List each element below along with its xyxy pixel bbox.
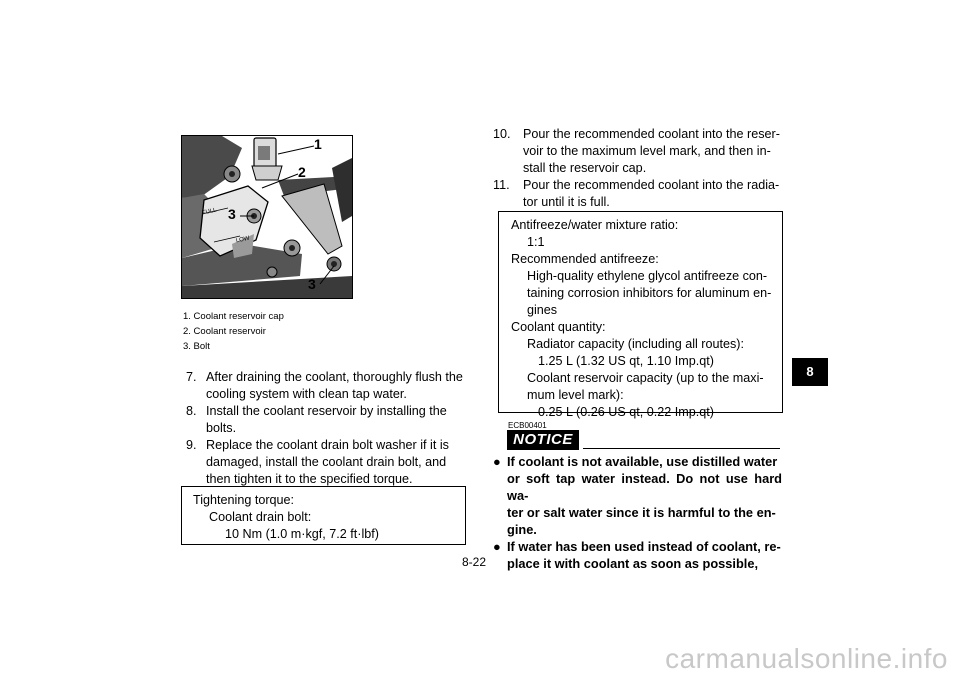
spec-subheading: Coolant reservoir capacity (up to the maxi- [527, 371, 764, 385]
torque-spec-box [181, 486, 466, 545]
chapter-tab: 8 [792, 358, 828, 386]
notice-code: ECB00401 [508, 421, 547, 430]
step-8 [186, 403, 466, 437]
step-number: 7. [186, 370, 197, 384]
coolant-reservoir-figure [181, 135, 353, 299]
step-text [206, 369, 465, 403]
notice-bullet [493, 453, 782, 538]
callout-3-upper: 3 [228, 206, 236, 222]
step-7 [186, 369, 466, 403]
spec-value: High-quality ethylene glycol antifreeze con- [527, 269, 768, 283]
step-11 [493, 177, 783, 211]
step-number: 9. [186, 438, 197, 452]
spec-subheading: Radiator capacity (including all routes): [527, 337, 744, 351]
low-mark-label: LOW [235, 235, 251, 245]
notice-divider [583, 448, 780, 449]
step-line: bolts. [206, 421, 237, 435]
spec-value: gines [527, 303, 558, 317]
step-line: stall the reservoir cap. [523, 161, 647, 175]
bullet-line: gine. [507, 522, 537, 537]
caption-3: 3. Bolt [183, 341, 210, 352]
step-text [206, 437, 465, 488]
bullet-line: place it with coolant as soon as possible, [507, 556, 759, 571]
bullet-line: If coolant is not available, use distilled water [507, 454, 778, 469]
callout-3-lower: 3 [308, 276, 316, 292]
callout-1: 1 [314, 136, 322, 152]
step-line: damaged, install the coolant drain bolt, and [206, 455, 447, 469]
spec-value: 1.25 L (1.32 US qt, 1.10 Imp.qt) [538, 354, 714, 368]
torque-value: 10 Nm (1.0 m·kgf, 7.2 ft·lbf) [225, 527, 379, 541]
bullet-icon: ● [493, 539, 501, 554]
coolant-reservoir-illustration [182, 136, 352, 298]
caption-1: 1. Coolant reservoir cap [183, 311, 284, 322]
step-text [523, 177, 782, 211]
bullet-icon: ● [493, 454, 501, 469]
spec-heading: Recommended antifreeze: [511, 252, 659, 266]
notice-bullets [493, 453, 782, 572]
step-9 [186, 437, 466, 488]
step-line: tor until it is full. [523, 195, 610, 209]
coolant-spec-box [498, 211, 783, 419]
torque-item: Coolant drain bolt: [209, 510, 312, 524]
step-number: 8. [186, 404, 197, 418]
step-line: Install the coolant reservoir by installing the [206, 404, 447, 418]
spec-value: 0.25 L (0.26 US qt, 0.22 Imp.qt) [538, 405, 714, 419]
spec-value: taining corrosion inhibitors for aluminum en- [527, 286, 772, 300]
spec-value: 1:1 [527, 235, 545, 249]
step-line: After draining the coolant, thoroughly flush the [206, 370, 463, 384]
step-number: 10. [493, 127, 511, 141]
bullet-line: If water has been used instead of coolant, re- [507, 539, 781, 554]
bullet-line: ter or salt water since it is harmful to the en- [507, 505, 776, 520]
page-number: 8-22 [462, 555, 487, 569]
full-mark-label: FULL [201, 207, 218, 217]
notice-badge: NOTICE [507, 430, 579, 450]
step-line: Pour the recommended coolant into the radia- [523, 178, 780, 192]
spec-heading: Antifreeze/water mixture ratio: [511, 218, 679, 232]
step-text [523, 126, 782, 177]
step-line: voir to the maximum level mark, and then in- [523, 144, 771, 158]
step-line: then tighten it to the specified torque. [206, 472, 413, 486]
spec-heading: Coolant quantity: [511, 320, 606, 334]
bullet-line: or soft tap water instead. Do not use hard wa- [507, 471, 782, 503]
callout-2: 2 [298, 164, 306, 180]
step-line: cooling system with clean tap water. [206, 387, 407, 401]
spec-subheading: mum level mark): [527, 388, 624, 402]
watermark: carmanualsonline.info [665, 643, 948, 674]
caption-2: 2. Coolant reservoir [183, 326, 266, 337]
step-number: 11. [493, 178, 510, 192]
step-text [206, 403, 465, 437]
step-10 [493, 126, 783, 177]
step-line: Replace the coolant drain bolt washer if it is [206, 438, 449, 452]
torque-heading: Tightening torque: [193, 493, 295, 507]
notice-bullet [493, 538, 782, 572]
figure-captions [183, 309, 284, 354]
step-line: Pour the recommended coolant into the reser- [523, 127, 780, 141]
